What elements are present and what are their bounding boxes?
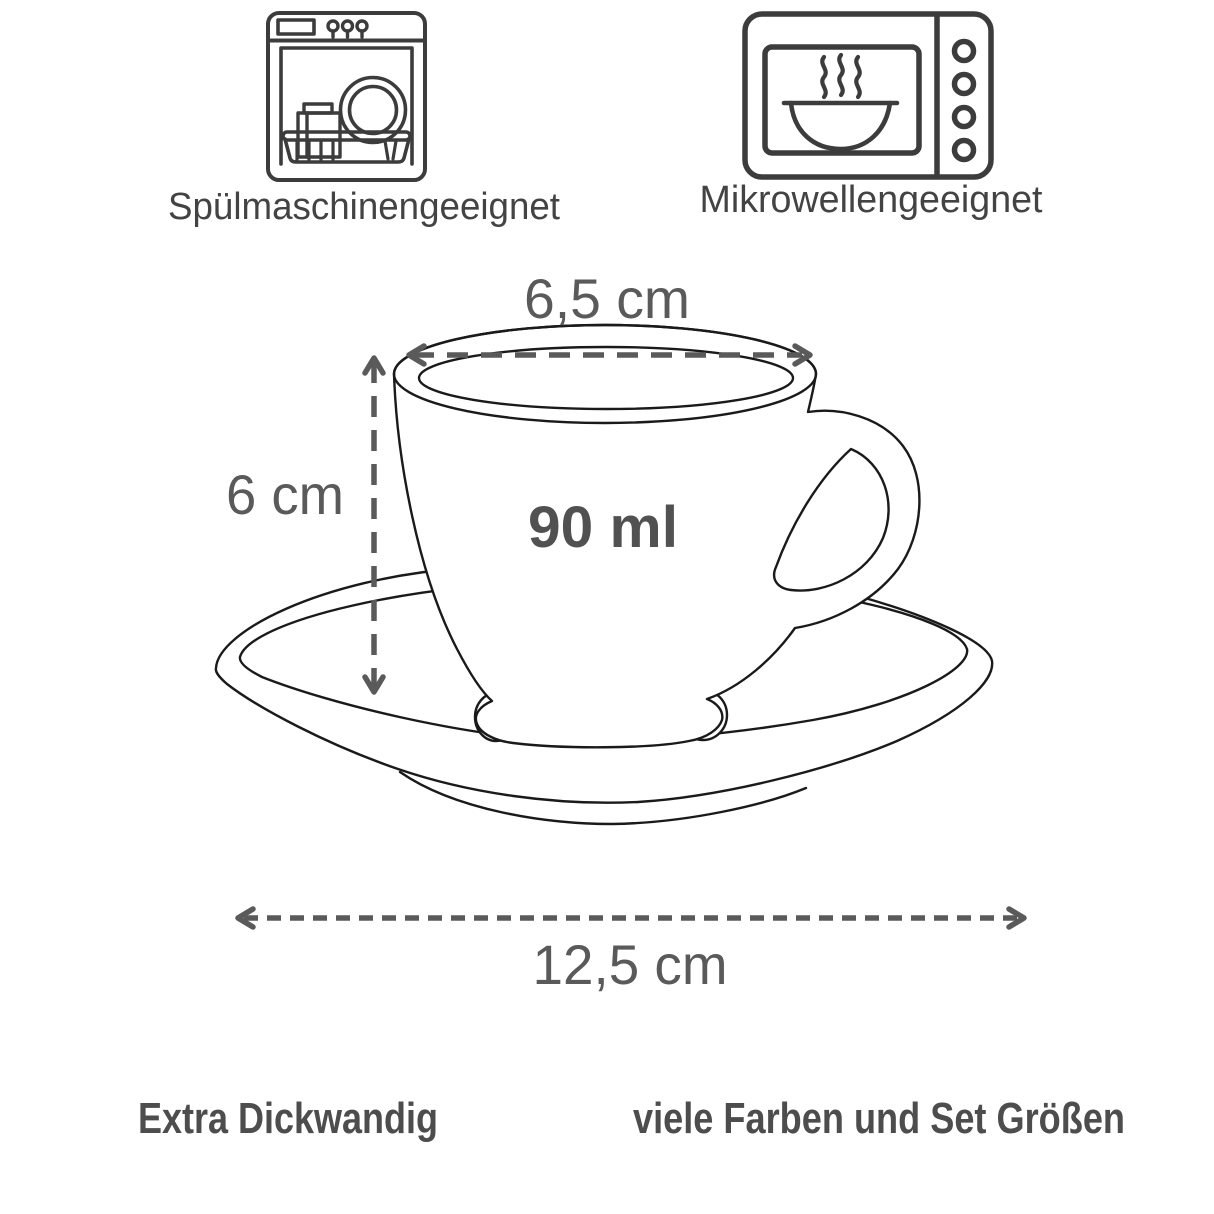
dishwasher-icon — [268, 13, 425, 180]
saucer-diameter-arrow — [238, 909, 1024, 927]
footer-right-label: viele Farben und Set Größen — [633, 1094, 1125, 1143]
microwave-icon — [745, 14, 991, 177]
cup-height-label: 6 cm — [226, 463, 344, 526]
cup-diameter-label: 6,5 cm — [524, 267, 690, 330]
volume-label: 90 ml — [528, 495, 678, 560]
microwave-label: Mikrowellengeeignet — [699, 179, 1043, 221]
cup-and-saucer-drawing — [216, 325, 992, 824]
footer-left-label: Extra Dickwandig — [138, 1094, 438, 1143]
dishwasher-label: Spülmaschinengeeignet — [168, 186, 561, 228]
saucer-diameter-label: 12,5 cm — [532, 933, 728, 996]
